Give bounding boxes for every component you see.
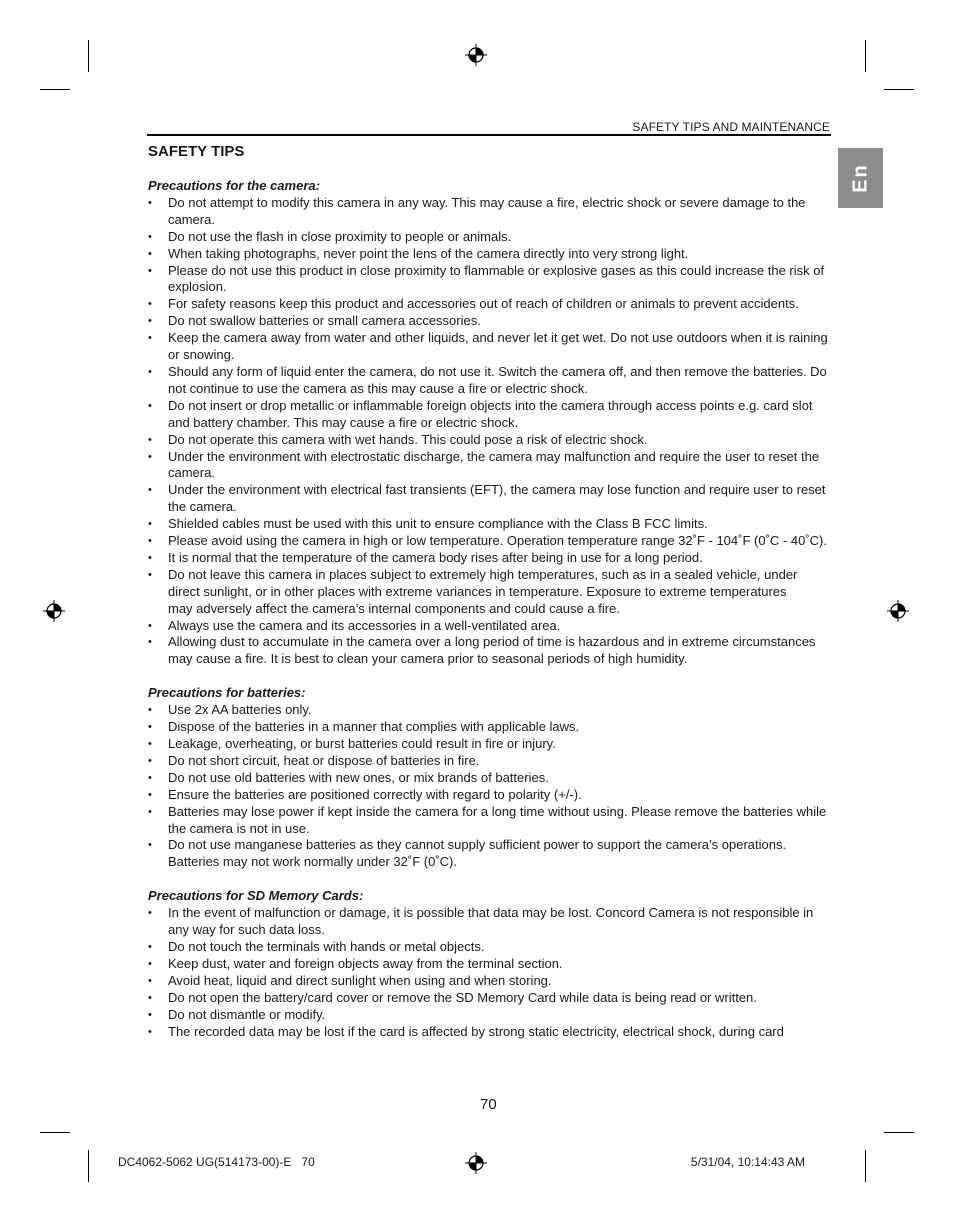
page-number: 70 bbox=[480, 1096, 497, 1113]
list-item bbox=[148, 1007, 832, 1024]
header-rule bbox=[147, 134, 831, 136]
language-tab-label: En bbox=[849, 163, 871, 193]
list-item-text: Under the environment with electrostatic discharge, the camera may malfunction and require the user to reset the camera. bbox=[168, 448, 820, 481]
list-item bbox=[148, 990, 832, 1007]
list-item bbox=[148, 432, 832, 449]
registration-mark-icon bbox=[465, 1152, 487, 1174]
bullet-list bbox=[148, 195, 832, 668]
crop-mark bbox=[884, 89, 914, 90]
list-item-text: Keep dust, water and foreign objects away from the terminal section. bbox=[168, 955, 563, 971]
list-item-text: Do not attempt to modify this camera in any way. This may cause a fire, electric shock or severe damage to the camera. bbox=[168, 194, 806, 227]
registration-mark-icon bbox=[887, 600, 909, 622]
list-item bbox=[148, 296, 832, 313]
list-item-text: Do not leave this camera in places subject to extremely high temperatures, such as in a sealed vehicle, under direct sunlight, or in other places with extreme variances in temperature. Exposure to extreme temperatures bbox=[168, 566, 798, 599]
list-item-text: Under the environment with electrical fast transients (EFT), the camera may lose function and require user to reset the camera. bbox=[168, 482, 826, 515]
list-item bbox=[148, 956, 832, 973]
list-item-text: Batteries may lose power if kept inside the camera for a long time without using. Please remove the batteries while the camera is not in use. bbox=[168, 803, 827, 836]
crop-mark bbox=[88, 1150, 89, 1182]
bullet-list bbox=[148, 905, 832, 1040]
list-item bbox=[148, 482, 832, 516]
list-item-text: Avoid heat, liquid and direct sunlight when using and when storing. bbox=[168, 972, 552, 988]
list-item bbox=[148, 449, 832, 483]
crop-mark bbox=[40, 1132, 70, 1133]
list-item bbox=[148, 550, 832, 567]
registration-mark-icon bbox=[465, 44, 487, 66]
list-item bbox=[148, 837, 832, 871]
list-item bbox=[148, 567, 832, 618]
list-item bbox=[148, 939, 832, 956]
list-item-text: Please avoid using the camera in high or low temperature. Operation temperature range 32˚F - 104˚F (0˚C - 40˚C). bbox=[168, 533, 827, 549]
list-item bbox=[148, 229, 832, 246]
list-item-text: Always use the camera and its accessories in a well-ventilated area. bbox=[168, 617, 561, 633]
list-item bbox=[148, 719, 832, 736]
list-item-text: Do not use the flash in close proximity to people or animals. bbox=[168, 228, 512, 244]
footer-job-info: DC4062-5062 UG(514173-00)-E 70 bbox=[118, 1155, 315, 1169]
section-title: Precautions for the camera: bbox=[148, 178, 320, 193]
list-item bbox=[148, 195, 832, 229]
list-item-text: Do not swallow batteries or small camera accessories. bbox=[168, 313, 481, 329]
section-batteries bbox=[148, 685, 832, 871]
running-head: SAFETY TIPS AND MAINTENANCE bbox=[632, 120, 830, 134]
list-item bbox=[148, 618, 832, 635]
list-item-text: Ensure the batteries are positioned correctly with regard to polarity (+/-). bbox=[168, 786, 582, 802]
list-item-text: In the event of malfunction or damage, it is possible that data may be lost. Concord Camera is not responsible in any way for such data loss. bbox=[168, 905, 814, 938]
list-item-text: Do not dismantle or modify. bbox=[168, 1006, 326, 1022]
list-item-text: Do not use manganese batteries as they cannot supply sufficient power to support the camera’s operations. Batteries may not work normally under 32˚F (0˚C). bbox=[168, 837, 787, 870]
page-content bbox=[148, 143, 832, 1040]
list-item bbox=[148, 804, 832, 838]
list-item-text: Use 2x AA batteries only. bbox=[168, 702, 312, 718]
language-tab bbox=[838, 148, 883, 208]
list-item-text: Do not insert or drop metallic or inflammable foreign objects into the camera through access points e.g. card slot and battery chamber. This may cause a fire or electric shock. bbox=[168, 397, 813, 430]
list-item-text: Keep the camera away from water and other liquids, and never let it get wet. Do not use outdoors when it is raining or snowing. bbox=[168, 330, 828, 363]
list-item bbox=[148, 364, 832, 398]
list-item bbox=[148, 330, 832, 364]
list-item-text: Shielded cables must be used with this unit to ensure compliance with the Class B FCC limits. bbox=[168, 516, 708, 532]
list-item-text: Leakage, overheating, or burst batteries could result in fire or injury. bbox=[168, 736, 556, 751]
crop-mark bbox=[40, 89, 70, 90]
bullet-list bbox=[148, 702, 832, 871]
list-item-text: The recorded data may be lost if the card is affected by strong static electricity, electrical shock, during card bbox=[168, 1023, 784, 1039]
crop-mark bbox=[865, 1150, 866, 1182]
list-item bbox=[148, 263, 832, 297]
section-title: Precautions for SD Memory Cards: bbox=[148, 888, 364, 904]
list-item-text: Do not operate this camera with wet hands. This could pose a risk of electric shock. bbox=[168, 431, 648, 447]
crop-mark bbox=[88, 40, 89, 72]
registration-mark-icon bbox=[43, 600, 65, 622]
list-item-text: Do not use old batteries with new ones, or mix brands of batteries. bbox=[168, 769, 549, 785]
page-title: SAFETY TIPS bbox=[148, 143, 245, 160]
list-item bbox=[148, 770, 832, 787]
section-sd-cards bbox=[148, 888, 832, 1040]
list-item bbox=[148, 516, 832, 533]
list-item bbox=[148, 533, 832, 550]
list-item bbox=[148, 736, 832, 753]
list-item bbox=[148, 753, 832, 770]
list-item bbox=[148, 905, 832, 939]
crop-mark bbox=[865, 40, 866, 72]
list-item-text: Dispose of the batteries in a manner that complies with applicable laws. bbox=[168, 719, 580, 735]
list-item-text: Allowing dust to accumulate in the camera over a long period of time is hazardous and in extreme circumstances may cause a fire. It is best to clean your camera prior to seasonal periods of high humidity. bbox=[168, 634, 816, 667]
list-item bbox=[148, 313, 832, 330]
list-item-text: Please do not use this product in close proximity to flammable or explosive gases as this could increase the risk of explosion. bbox=[168, 262, 825, 295]
list-item-text: Do not short circuit, heat or dispose of batteries in fire. bbox=[168, 752, 480, 768]
crop-mark bbox=[884, 1132, 914, 1133]
section-title: Precautions for batteries: bbox=[148, 685, 306, 701]
list-item-text: When taking photographs, never point the lens of the camera directly into very strong light. bbox=[168, 245, 689, 261]
list-item bbox=[148, 246, 832, 263]
list-item-text: For safety reasons keep this product and accessories out of reach of children or animals to prevent accidents. bbox=[168, 296, 799, 312]
list-item bbox=[148, 702, 832, 719]
list-item bbox=[148, 398, 832, 432]
list-item bbox=[148, 787, 832, 804]
list-item bbox=[148, 1024, 832, 1041]
list-item-text: Do not open the battery/card cover or remove the SD Memory Card while data is being read or written. bbox=[168, 989, 757, 1005]
list-item-text: It is normal that the temperature of the camera body rises after being in use for a long period. bbox=[168, 549, 703, 565]
section-camera bbox=[148, 178, 832, 668]
list-item-text: Should any form of liquid enter the camera, do not use it. Switch the camera off, and then remove the batteries. Do not continue to use the camera as this may cause a fire or electric shock. bbox=[168, 363, 827, 396]
list-item bbox=[148, 634, 832, 668]
list-item bbox=[148, 973, 832, 990]
list-item-text: Do not touch the terminals with hands or metal objects. bbox=[168, 938, 485, 954]
footer-timestamp: 5/31/04, 10:14:43 AM bbox=[690, 1155, 805, 1169]
list-item-continuation: may adversely affect the camera’s internal components and could cause a fire. bbox=[168, 600, 620, 616]
